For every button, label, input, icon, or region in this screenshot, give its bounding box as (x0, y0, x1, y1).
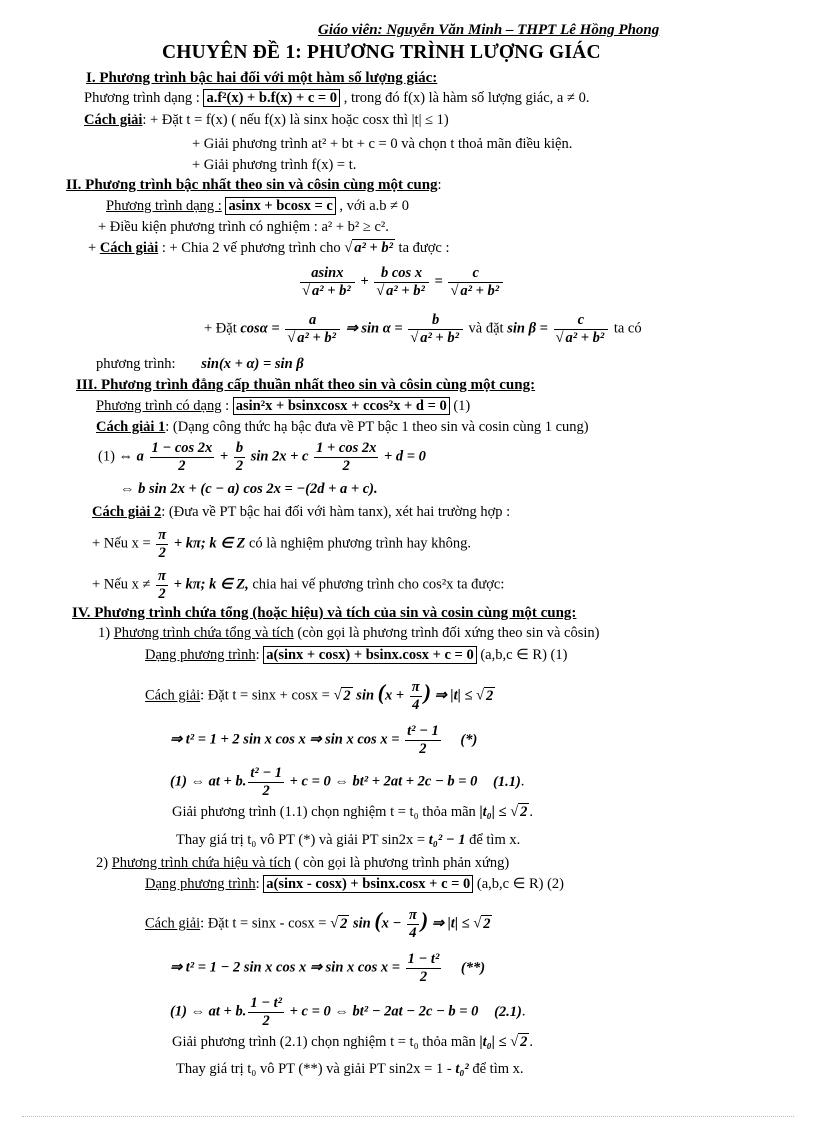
s2-frac-beta-den: √ a² + b² (555, 329, 605, 346)
s4-p2-note: ( còn gọi là phương trình phản xứng) (294, 855, 510, 871)
s4-p2-eq2-tail: + c = 0 ⇔ bt² − 2at − 2c − b = 0 (289, 1003, 479, 1020)
s4-p1-eq2 (170, 765, 524, 799)
s2-frac-sin-rad: a² + b² (420, 329, 459, 346)
s4-p2-sin: sin (352, 915, 371, 932)
s3-case2-den: 2 (158, 585, 166, 602)
s3-case1-den: 2 (158, 544, 166, 561)
s4-p2-eq2 (170, 995, 525, 1029)
s1-method-line3: + Giải phương trình f(x) = t. (192, 157, 357, 173)
s2-frac-cos-den: √ a² + b² (287, 329, 336, 346)
s4-p2-four: 4 (409, 924, 417, 941)
s3-eq1-frac3 (314, 440, 378, 474)
s2-frac-sin-den: √ a² + b² (410, 329, 459, 346)
s3-method1-line (96, 419, 589, 436)
s1-method-line1: : + Đặt t = f(x) ( nếu f(x) là sinx hoặc cosx thì |t| ≤ 1) (142, 112, 449, 128)
s2-frac-sin (408, 312, 463, 346)
s1-method-line (84, 112, 449, 129)
section-1-heading: I. Phương trình bậc hai đối với một hàm số lượng giác: (86, 70, 438, 86)
s2-frac-b (374, 265, 429, 299)
s2-frac-cos-rad: a² + b² (297, 329, 336, 346)
s3-eq1-frac1 (150, 440, 215, 474)
s1-method-label: Cách giải (84, 112, 143, 128)
s4-p2-eq2-num: 1 − t² (250, 995, 282, 1011)
s2-divided-equation (298, 265, 505, 299)
s4-p1-eq2-prefix: (1) ⇔ at + b. (170, 773, 247, 790)
s4-p2-form-label: Dạng phương trình (145, 876, 256, 892)
s4-p2-eq1 (170, 951, 485, 985)
s2-form-box: asinx + bcosx = c (225, 197, 335, 215)
s3-eq1-mid: sin 2x + c (250, 448, 309, 465)
s4-p1-sqrt2-val: 2 (343, 687, 351, 704)
s4-p1-sub-c: để tìm x. (469, 832, 521, 848)
s3-form-tag: (1) (453, 398, 471, 414)
s4-p2-cond-sqrt-val: 2 (483, 915, 491, 932)
s2-condition: + Điều kiện phương trình có nghiệm : a² + b² ≥ c². (98, 219, 389, 235)
s4-p2-solve-sqrt-val: 2 (520, 1034, 528, 1050)
s3-case1-text: có là nghiệm phương trình hay không. (248, 535, 472, 552)
s4-p1-eq1-tag: (*) (460, 731, 478, 748)
s2-sqrt-divisor-radicand: a² + b² (354, 240, 393, 256)
s4-p1-cond-sqrt: √ 2 (476, 687, 494, 704)
s3-method2-line (92, 504, 510, 521)
s4-p1-pi-frac (410, 679, 422, 713)
s4-p1-title: Phương trình chứa tổng và tích (113, 625, 294, 641)
s2-frac-b-den: √ a² + b² (376, 282, 425, 299)
s2-frac-a-den: √ a² + b² (302, 282, 351, 299)
s2-equals: = (434, 273, 443, 290)
s1-form-line (84, 90, 589, 107)
s2-frac-c-rad: a² + b² (460, 282, 500, 299)
s4-p2-eq2-prefix: (1) ⇔ at + b. (170, 1003, 247, 1020)
s3-eq2: ⇔ b sin 2x + (c − a) cos 2x = −(2d + a + c). (120, 481, 378, 497)
s4-p2-cond: ⇒ |t| ≤ (431, 915, 470, 932)
s2-method-prefix: + (88, 240, 97, 256)
s2-frac-b-num: b cos x (374, 265, 429, 283)
s4-p2-form-line: Dạng phương trình: a(sinx - cosx) + bsinx.cosx + c = 0 (a,b,c ∈ R) (2) (145, 876, 565, 892)
s2-frac-beta (554, 312, 609, 346)
s2-sqrt-divisor: √ a² + b² (344, 240, 393, 256)
s3-case1-prefix: + Nếu x = (92, 535, 151, 552)
s2-form-tail: , với a.b ≠ 0 (339, 198, 410, 214)
s4-p2-cond-sqrt: √ 2 (473, 915, 491, 932)
s4-p2-method-label: Cách giải (145, 915, 201, 932)
s4-p2-eq1-num: 1 − t² (407, 951, 440, 967)
s4-p1-form-tag: (a,b,c ∈ R) (1) (480, 647, 568, 663)
s4-p2-eq2-frac (248, 995, 284, 1029)
s2-result-line (96, 356, 304, 373)
s4-p1-solve-sqrt: √ 2 (510, 804, 528, 820)
s4-p2-title: Phương trình chứa hiệu và tích (111, 855, 291, 871)
section-2-heading-line (66, 177, 442, 194)
s4-p2-sqrt2-val: 2 (340, 915, 348, 932)
s4-p2-rparen: ) (420, 907, 429, 933)
s4-p1-eq1-frac (405, 723, 441, 757)
s3-eq1-prefix: (1) ⇔ (98, 448, 134, 465)
s4-p1-eq1-num: t² − 1 (407, 723, 439, 739)
s4-p1-form-box: a(sinx + cosx) + bsinx.cosx + c = 0 (263, 646, 476, 664)
s3-case1-tail: + kπ; k ∈ Z (173, 535, 246, 552)
s3-method1-text: : (Dạng công thức hạ bậc đưa về PT bậc 1 theo sin và cosin cùng 1 cung) (165, 419, 589, 435)
s3-eq1 (98, 440, 426, 474)
s2-frac-b-rad: a² + b² (386, 282, 425, 299)
s4-p2-solve: Giải phương trình (2.1) chọn nghiệm t = t₀ thỏa mãn |t₀| ≤ √ 2 . (172, 1034, 533, 1050)
s4-p1-title-line (98, 625, 599, 642)
s3-form-label: Phương trình có dạng (96, 398, 222, 414)
s3-method1-label: Cách giải 1 (96, 419, 166, 435)
s4-p1-solve-cond: |t₀| ≤ (479, 804, 507, 820)
s4-p2-solve-cond: |t₀| ≤ (479, 1034, 507, 1050)
section-2-colon: : (437, 177, 442, 193)
s4-p1-form-line: Dạng phương trình: a(sinx + cosx) + bsinx.cosx + c = 0 (a,b,c ∈ R) (1) (145, 647, 568, 663)
s4-p1-eq2-end: . (520, 773, 525, 790)
s2-frac-beta-rad: a² + b² (565, 329, 605, 346)
s2-form-line (106, 198, 409, 215)
s4-p1-cond-sqrt-val: 2 (486, 687, 494, 704)
s4-p1-eq2-tail: + c = 0 ⇔ bt² + 2at + 2c − b = 0 (289, 773, 478, 790)
s3-form-colon: : (225, 398, 230, 414)
s4-p2-eq2-den: 2 (262, 1012, 270, 1029)
s4-p2-method-text: : Đặt t = sinx - cosx = (200, 915, 327, 932)
s2-cos-alpha: cosα = (240, 320, 280, 337)
s3-eq1-a: a (136, 448, 144, 465)
s2-frac-c-num: c (448, 265, 503, 283)
s4-p1-num: 1) (98, 625, 111, 641)
s3-eq1-frac2-num: b (235, 440, 244, 456)
s3-case2 (92, 568, 504, 602)
s2-result: sin(x + α) = sin β (201, 356, 304, 372)
s4-p1-sub-a: Thay giá trị t₀ vô PT (*) và giải PT sin2x = (176, 832, 426, 848)
s4-p1-rparen: ) (423, 679, 432, 705)
s2-sin-alpha: ⇒ sin α = (345, 320, 403, 337)
s4-p1-eq1 (170, 723, 477, 757)
s2-form-label: Phương trình dạng : (106, 198, 222, 214)
s4-p1-solve-sqrt-val: 2 (520, 804, 528, 820)
s4-p2-eq1-text: ⇒ t² = 1 − 2 sin x cos x ⇒ sin x cos x = (170, 959, 400, 976)
s4-p1-lparen: ( (377, 679, 385, 705)
s4-p1-sub-b: t₀² − 1 (428, 832, 466, 848)
teacher-header: Giáo viên: Nguyễn Văn Minh – THPT Lê Hồng Phong (318, 22, 660, 38)
s1-method-line2: + Giải phương trình at² + bt + c = 0 và chọn t thoả mãn điều kiện. (192, 136, 573, 152)
s4-p2-eq1-tag: (**) (460, 959, 486, 976)
s4-p2-form-box: a(sinx - cosx) + bsinx.cosx + c = 0 (263, 875, 473, 893)
s4-p2-title-line (96, 855, 509, 872)
s4-p2-sub-a: Thay giá trị t₀ vô PT (**) và giải PT sin2x = 1 - (176, 1061, 452, 1077)
s2-then: ta có (613, 320, 642, 337)
s4-p1-sqrt2: √ 2 (333, 687, 351, 704)
s4-p2-sub-b: t₀² (455, 1061, 469, 1077)
s4-p2-eq2-tag: (2.1) (494, 1003, 522, 1020)
s4-p2-form-tag: (a,b,c ∈ R) (2) (476, 876, 565, 892)
s2-plus: + (360, 273, 369, 290)
s4-p1-pi: π (411, 679, 420, 695)
s2-result-label: phương trình: (96, 356, 176, 372)
section-2-heading: II. Phương trình bậc nhất theo sin và côsin cùng một cung (66, 177, 438, 193)
s3-eq1-tail: + d = 0 (383, 448, 426, 465)
page-title: CHUYÊN ĐỀ 1: PHƯƠNG TRÌNH LƯỢNG GIÁC (162, 42, 601, 63)
s4-p1-solve-text: Giải phương trình (1.1) chọn nghiệm t = t₀ thỏa mãn (172, 804, 476, 820)
s2-sin-beta: sin β = (507, 320, 548, 337)
s4-p1-note: (còn gọi là phương trình đối xứng theo sin và côsin) (297, 625, 600, 641)
s4-p1-eq1-den: 2 (419, 740, 427, 757)
s3-form-box: asin²x + bsinxcosx + ccos²x + d = 0 (233, 397, 450, 415)
s3-form-line (96, 398, 470, 415)
s2-frac-a-coef: a (311, 265, 319, 281)
s2-frac-a-rad: a² + b² (311, 282, 351, 299)
s3-case2-pi: π (158, 568, 166, 584)
s2-method-text2: ta được : (398, 240, 450, 256)
s4-p2-inner: x − (381, 915, 402, 932)
s3-method2-label: Cách giải 2 (92, 504, 162, 520)
s2-frac-a (300, 265, 355, 299)
s2-frac-sin-b: b (408, 312, 463, 330)
s3-eq1-frac2-den: 2 (235, 457, 244, 474)
s4-p1-sin: sin (356, 687, 375, 704)
s4-p1-eq1-text: ⇒ t² = 1 + 2 sin x cos x ⇒ sin x cos x = (170, 731, 400, 748)
s3-eq1-frac1-den: 2 (178, 457, 186, 474)
s2-frac-c-den: √ a² + b² (450, 282, 500, 299)
s1-form-tail: , trong đó f(x) là hàm số lượng giác, a ≠ 0. (343, 90, 590, 106)
s3-case2-prefix: + Nếu x ≠ (92, 576, 151, 593)
section-3-heading: III. Phương trình đẳng cấp thuần nhất theo sin và côsin cùng một cung: (76, 377, 536, 393)
s4-p2-lparen: ( (374, 907, 382, 933)
s3-case2-tail: + kπ; k ∈ Z, (173, 576, 249, 593)
s3-method2-text: : (Đưa về PT bậc hai đối với hàm tanx), xét hai trường hợp : (161, 504, 511, 520)
s4-p2-solve-text: Giải phương trình (2.1) chọn nghiệm t = t₀ thỏa mãn (172, 1034, 476, 1050)
s2-substitution-line (204, 312, 642, 346)
s4-p1-method-label: Cách giải (145, 687, 201, 704)
s4-p1-cond: ⇒ |t| ≤ (434, 687, 473, 704)
s4-p2-pi: π (408, 907, 417, 923)
s4-p2-substitute (176, 1061, 524, 1078)
s2-frac-a-sinx: sinx (318, 265, 344, 281)
s4-p2-solve-sqrt: √ 2 (510, 1034, 528, 1050)
s3-eq1-plus: + (219, 448, 229, 465)
s4-p2-method-line (145, 907, 492, 941)
s2-method-text: : + Chia 2 vế phương trình cho (161, 240, 341, 256)
s4-p2-eq2-end: . (521, 1003, 526, 1020)
s4-p1-substitute (176, 832, 520, 849)
s3-case1-pi: π (158, 527, 167, 543)
s3-eq1-frac1-num: 1 − cos 2x (151, 440, 213, 456)
s4-p2-pi-frac (407, 907, 419, 941)
s4-p2-eq1-den: 2 (419, 968, 428, 985)
s3-case1-frac (156, 527, 168, 561)
s4-p2-sqrt2: √ 2 (330, 915, 348, 932)
s2-method-line (88, 240, 450, 257)
s3-case1 (92, 527, 471, 561)
s3-case2-frac (156, 568, 168, 602)
s4-p2-sub-c: để tìm x. (472, 1061, 524, 1077)
s2-frac-cos (285, 312, 340, 346)
s2-set-also: và đặt (468, 320, 504, 337)
s1-form-label: Phương trình dạng : (84, 90, 200, 106)
page-bottom-divider (22, 1116, 794, 1117)
s4-p1-solve: Giải phương trình (1.1) chọn nghiệm t = t₀ thỏa mãn |t₀| ≤ √ 2 . (172, 804, 533, 820)
s4-p1-inner: x + (385, 687, 405, 704)
s1-form-box: a.f²(x) + b.f(x) + c = 0 (203, 89, 340, 107)
s2-method-label: Cách giải (99, 240, 159, 256)
s4-p1-method-line (145, 679, 495, 713)
s2-set-label: + Đặt (204, 320, 237, 337)
s2-frac-cos-num: a (285, 312, 340, 330)
s4-p1-eq2-tag: (1.1) (493, 773, 521, 790)
s4-p2-num: 2) (96, 855, 109, 871)
s4-p1-four: 4 (412, 696, 420, 713)
s2-frac-a-num (300, 265, 355, 283)
s4-p1-eq2-num: t² − 1 (250, 765, 282, 781)
s3-case2-text: chia hai vế phương trình cho cos²x ta được: (252, 576, 505, 593)
s3-eq1-frac3-den: 2 (342, 457, 350, 474)
s4-p1-form-label: Dạng phương trình (145, 647, 256, 663)
s4-p1-eq2-frac (248, 765, 284, 799)
s2-frac-beta-num: c (554, 312, 609, 330)
s2-frac-c (448, 265, 503, 299)
s3-eq1-frac3-num: 1 + cos 2x (316, 440, 377, 456)
s4-p2-eq1-frac (406, 951, 442, 985)
s3-eq1-frac2 (234, 440, 245, 474)
s4-p1-method-text: : Đặt t = sinx + cosx = (200, 687, 330, 704)
s4-p1-eq2-den: 2 (262, 782, 270, 799)
section-4-heading: IV. Phương trình chứa tổng (hoặc hiệu) và tích của sin và cosin cùng một cung: (72, 605, 577, 621)
